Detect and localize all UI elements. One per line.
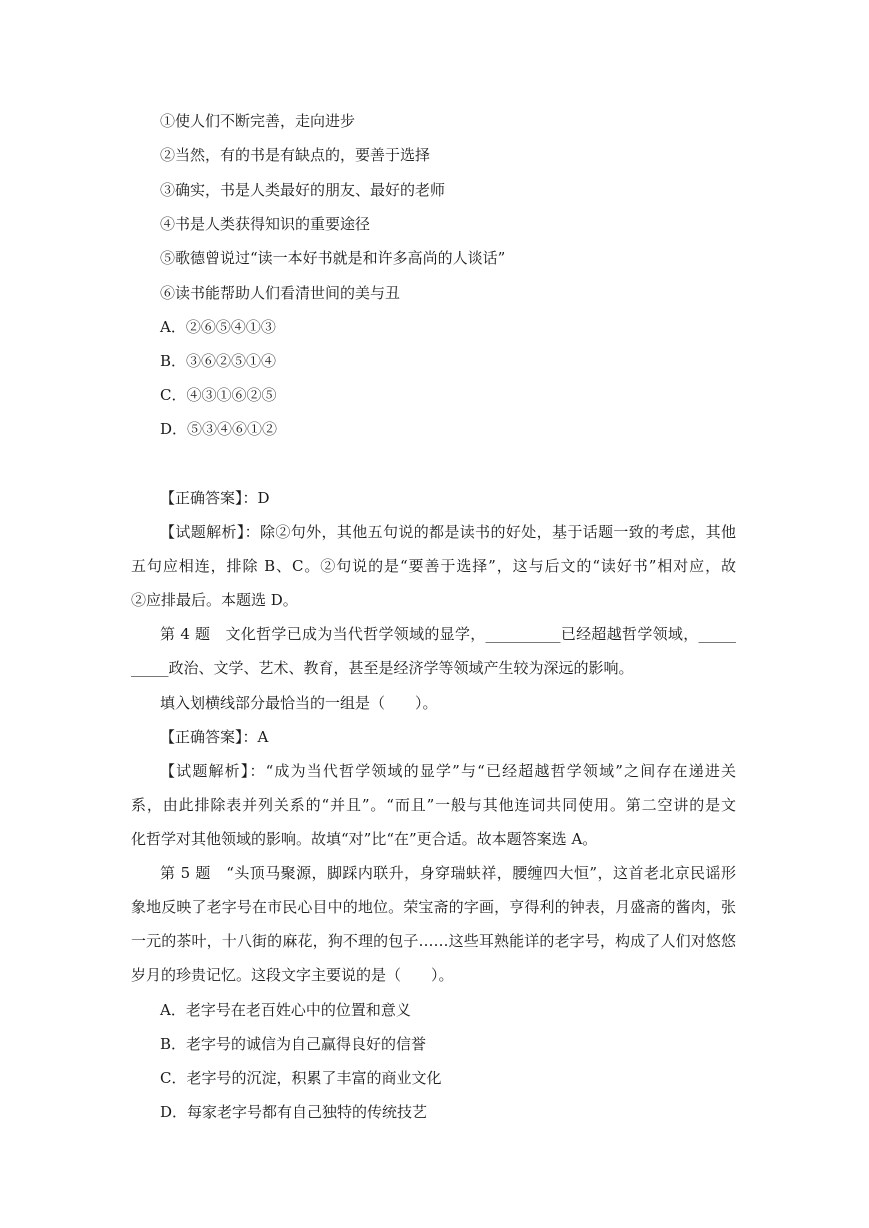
q5-stem-line-1: 第 5 题 “头顶马聚源，脚踩内联升，身穿瑞蚨祥，腰缠四大恒”，这首老北京民谣形 xyxy=(160,864,736,882)
q3-analysis-line-3: ②应排最后。本题选 D。 xyxy=(131,591,298,609)
q5-stem-line-3: 一元的茶叶，十八街的麻花，狗不理的包子……这些耳熟能详的老字号，构成了人们对悠悠 xyxy=(131,932,736,950)
q3-item-1: ①使人们不断完善，走向进步 xyxy=(160,112,356,130)
q3-item-6: ⑥读书能帮助人们看清世间的美与丑 xyxy=(160,284,401,302)
q5-option-d: D．每家老字号都有自己独特的传统技艺 xyxy=(160,1103,428,1121)
q3-analysis-line-2: 五句应相连，排除 B、C。②句说的是“要善于选择”，这与后文的“读好书”相对应，故 xyxy=(131,557,736,575)
q4-stem-line-1: 第 4 题 文化哲学已成为当代哲学领域的显学，__________已经超越哲学领域，_____ xyxy=(160,625,736,643)
q4-stem-line-2: _____政治、文学、艺术、教育，甚至是经济学等领域产生较为深远的影响。 xyxy=(131,659,634,677)
q3-option-a: A．②⑥⑤④①③ xyxy=(160,318,276,336)
q5-stem-line-4: 岁月的珍贵记忆。这段文字主要说的是（ ）。 xyxy=(131,966,454,984)
q3-item-5: ⑤歌德曾说过“读一本好书就是和许多高尚的人谈话” xyxy=(160,249,506,267)
q3-option-c: C．④③①⑥②⑤ xyxy=(160,386,277,404)
q4-answer: 【正确答案】：A xyxy=(160,728,269,746)
q3-item-2: ②当然，有的书是有缺点的，要善于选择 xyxy=(160,146,431,164)
q3-option-d: D．⑤③④⑥①② xyxy=(160,420,278,438)
q5-option-b: B．老字号的诚信为自己赢得良好的信誉 xyxy=(160,1035,427,1053)
q5-option-a: A．老字号在老百姓心中的位置和意义 xyxy=(160,1001,411,1019)
q3-option-b: B．③⑥②⑤①④ xyxy=(160,352,277,370)
q4-prompt: 填入划横线部分最恰当的一组是（ ）。 xyxy=(160,694,438,712)
q3-analysis-line-1: 【试题解析】：除②句外，其他五句说的都是读书的好处，基于话题一致的考虑，其他 xyxy=(160,523,736,541)
q4-analysis-line-1: 【试题解析】：“成为当代哲学领域的显学”与“已经超越哲学领域”之间存在递进关 xyxy=(160,762,736,780)
q3-item-4: ④书是人类获得知识的重要途径 xyxy=(160,215,371,233)
q3-answer: 【正确答案】：D xyxy=(160,489,270,507)
q3-item-3: ③确实，书是人类最好的朋友、最好的老师 xyxy=(160,181,446,199)
q4-analysis-line-3: 化哲学对其他领域的影响。故填“对”比“在”更合适。故本题答案选 A。 xyxy=(131,830,598,848)
q4-analysis-line-2: 系，由此排除表并列关系的“并且”。“而且”一般与其他连词共同使用。第二空讲的是文 xyxy=(131,796,736,814)
q5-stem-line-2: 象地反映了老字号在市民心目中的地位。荣宝斋的字画，亨得利的钟表，月盛斋的酱肉，张 xyxy=(131,898,736,916)
q5-option-c: C．老字号的沉淀，积累了丰富的商业文化 xyxy=(160,1069,442,1087)
